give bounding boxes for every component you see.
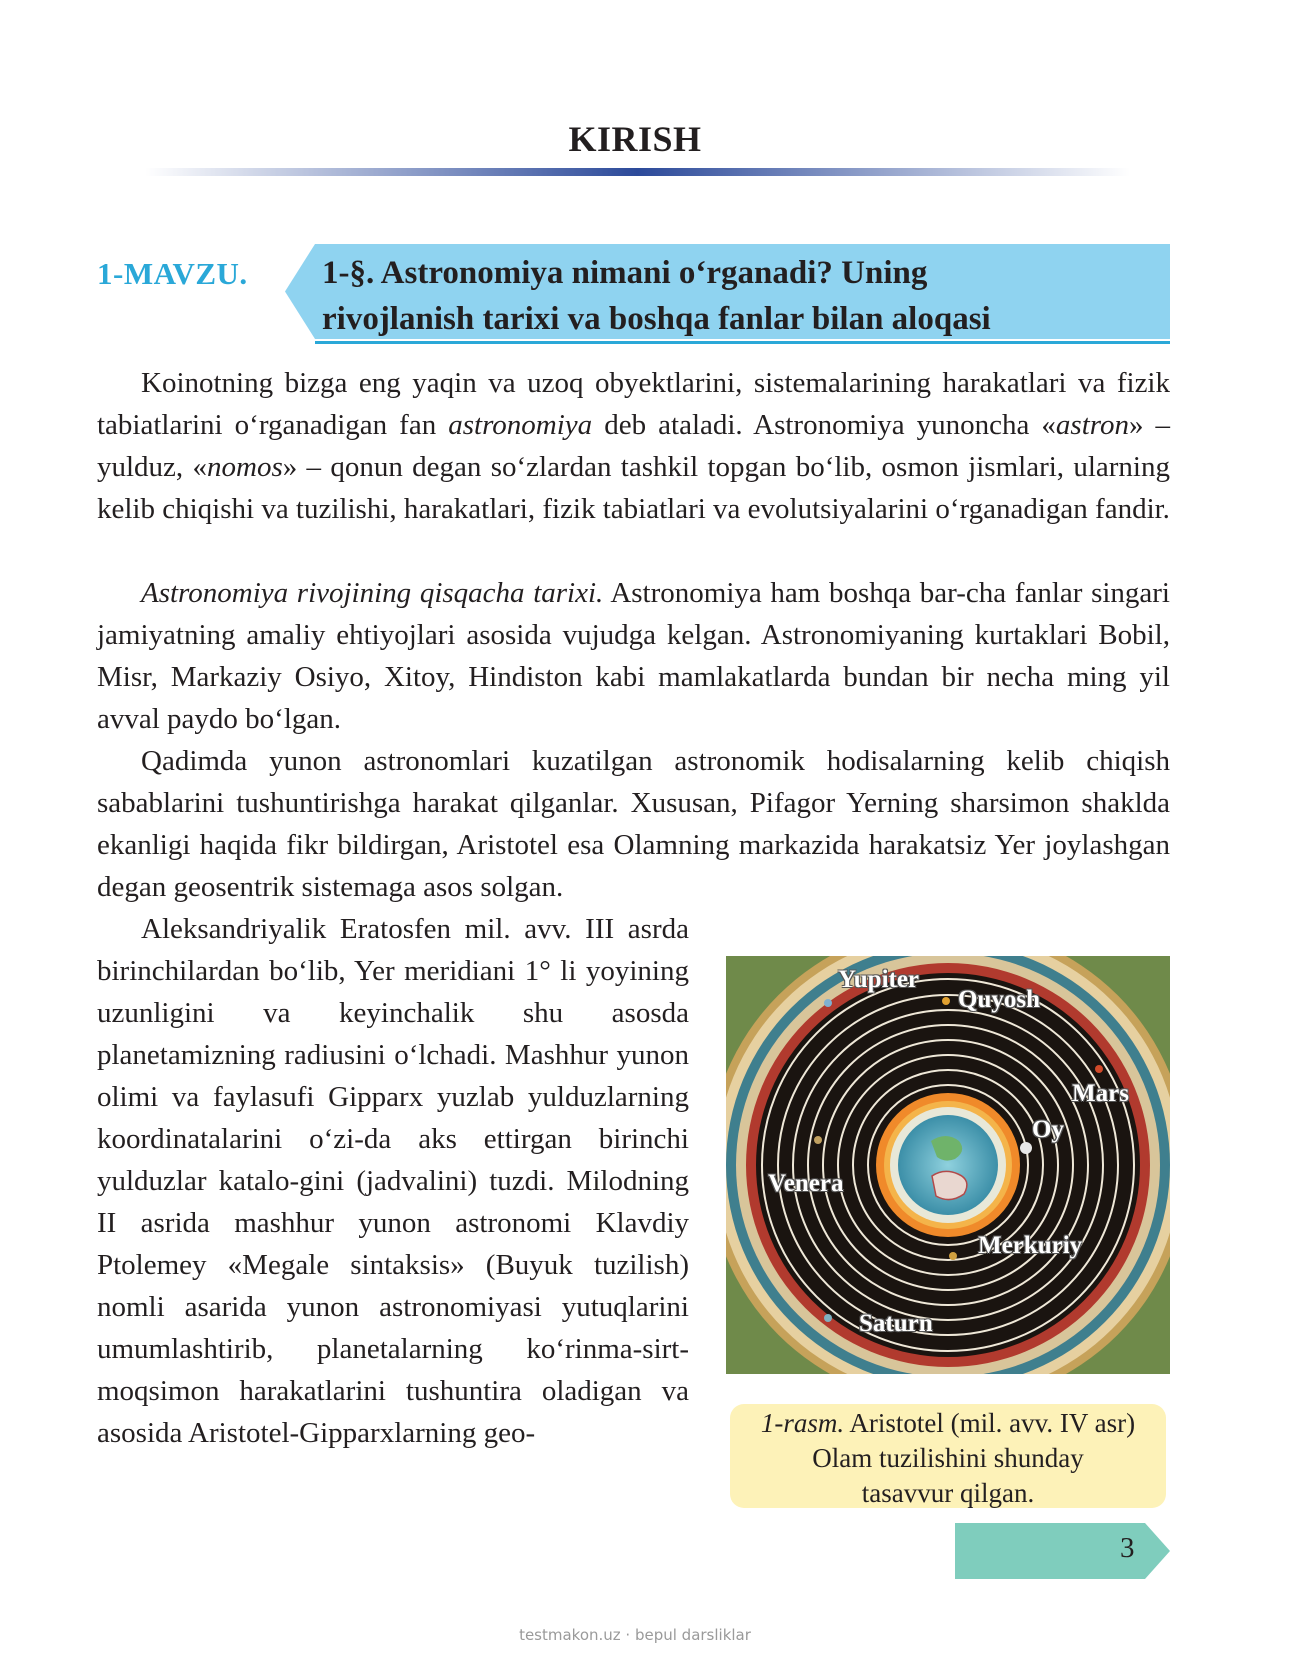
- label-quyosh: Quyosh: [958, 986, 1040, 1013]
- term-astron: astron: [1055, 409, 1129, 441]
- figure-ref: 1-rasm.: [760, 1408, 845, 1438]
- page-number: 3: [1120, 1532, 1135, 1564]
- geocentric-model-illustration: [726, 956, 1170, 1374]
- paragraph-2: [97, 572, 1170, 740]
- paragraph-4: [97, 908, 689, 1454]
- paragraph-4-text: Aleksandriyalik Eratosfen mil. avv. III asrda birinchilardan bo‘lib, Yer meridiani 1° li yoyining uzunligini va keyinchalik shu asosda planetamizning radiusini o‘lchadi. Mashhur yunon olimi va faylasufi Gipparx yuzlab yulduzlarning koordinatalarini o‘zi-da aks ettirgan birinchi yulduzlar katalo-gini (jadvalini) tuzdi. Milodning II asrida mashhur yunon astronomi Klavdiy Ptolemey «Megale sintaksis» (Buyuk tuzilish) nomli asarida yunon astronomiyasi yutuqlarini umumlashtirib, planetalarning ko‘rinma-sirt-moqsimon harakatlarini tushuntira oladigan va asosida Aristotel-Gipparxlarning geo-: [97, 913, 689, 1449]
- topic-title: [322, 250, 1162, 342]
- paragraph-2-text: Astronomiya ham boshqa bar-cha fanlar singari jamiyatning amaliy ehtiyojlari asosida vujudga kelgan. Astronomiyaning kurtaklari Bobil, Misr, Markaziy Osiyo, Xitoy, Hindiston kabi mamlakatlarda bundan bir necha ming yil avval paydo bo‘lgan.: [97, 577, 1170, 735]
- aristotle-universe-figure: [726, 956, 1170, 1374]
- caption-line1: Aristotel (mil. avv. IV asr): [844, 1408, 1136, 1438]
- paragraph-1: [97, 362, 1170, 530]
- paragraph-1-text-a: Koinotning bizga eng yaqin va uzoq obyektlarini, sistemalarining harakatlari va fizik tabiatlarini o‘rganadigan fan: [97, 367, 1170, 441]
- paragraph-3: [97, 740, 1170, 908]
- topic-title-line1: 1-§. Astronomiya nimani o‘rganadi? Uning: [322, 255, 928, 291]
- term-nomos: nomos: [207, 451, 283, 483]
- label-yupiter: Yupiter: [838, 966, 920, 993]
- term-astronomiya: astronomiya: [448, 409, 593, 441]
- figure-caption: [730, 1404, 1166, 1508]
- section-heading-history: Astronomiya rivojining qisqacha tarixi.: [141, 577, 604, 609]
- chapter-divider: [145, 168, 1130, 176]
- caption-line2: Olam tuzilishini shunday: [812, 1443, 1084, 1473]
- page-number-tab: [955, 1523, 1170, 1579]
- paragraph-1-text-g: » – qonun degan so‘zlardan tashkil topgan bo‘lib, osmon jismlari, ularning kelib chiqishi va tuzilishi, harakatlari, fizik tabiatlari va evolutsiyalarini o‘rganadigan fandir.: [97, 451, 1170, 525]
- topic-title-line2: rivojlanish tarixi va boshqa fanlar bilan aloqasi: [322, 301, 991, 337]
- label-oy: Oy: [1032, 1116, 1064, 1143]
- footer-watermark: testmakon.uz · bepul darsliklar: [519, 1626, 751, 1644]
- label-mars: Mars: [1072, 1080, 1129, 1107]
- paragraph-1-text-c: deb ataladi. Astronomiya yunoncha «: [592, 409, 1056, 441]
- paragraph-3-text: Qadimda yunon astronomlari kuzatilgan astronomik hodisalarning kelib chiqish sabablarini tushuntirishga harakat qilganlar. Xususan, Pifagor Yerning sharsimon shaklda ekanligi haqida fikr bildirgan, Aristotel esa Olamning markazida harakatsiz Yer joylashgan degan geosentrik sistemaga asos solgan.: [97, 745, 1170, 903]
- paragraph-1-text-e: » – yulduz, «: [97, 409, 1171, 483]
- label-saturn: Saturn: [859, 1310, 933, 1337]
- chapter-title: KIRISH: [568, 119, 702, 159]
- label-venera: Venera: [768, 1170, 844, 1197]
- label-merkuriy: Merkuriy: [978, 1232, 1083, 1259]
- topic-label: 1-MAVZU.: [97, 256, 248, 291]
- caption-line3: tasavvur qilgan.: [861, 1478, 1035, 1508]
